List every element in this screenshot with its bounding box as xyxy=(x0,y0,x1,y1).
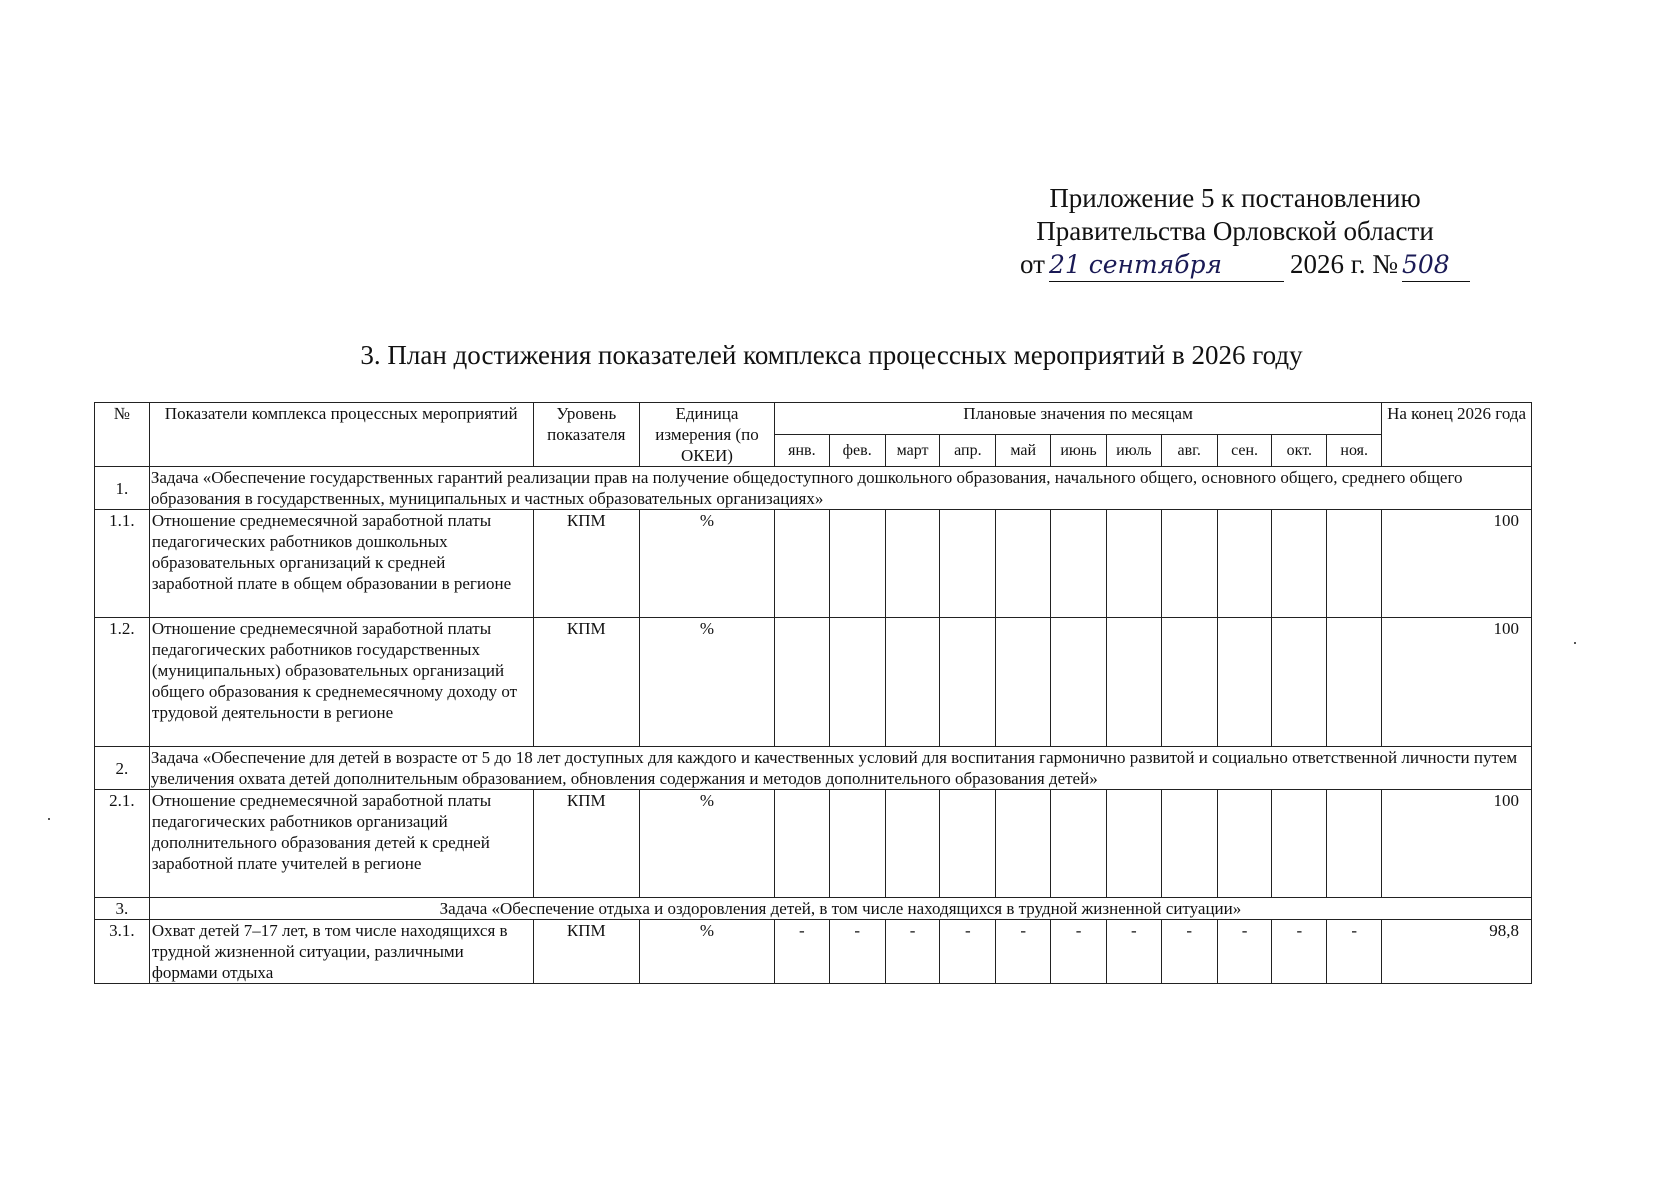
row-month-value xyxy=(774,510,829,618)
scan-speck xyxy=(48,818,50,820)
task-text: Задача «Обеспечение для детей в возрасте от 5 до 18 лет доступных для каждого и качественных условий для воспитания гармонично развитой и социально ответственной личности путем увеличения охвата детей дополнительным образованием, обновления содержания и методов дополнительного образования детей» xyxy=(149,747,1531,790)
row-month-value xyxy=(1217,618,1272,747)
header-level: Уровень показателя xyxy=(533,403,639,467)
month-jan: янв. xyxy=(774,435,829,467)
month-nov: ноя. xyxy=(1327,435,1382,467)
row-month-value xyxy=(829,618,885,747)
month-oct: окт. xyxy=(1272,435,1327,467)
row-month-value xyxy=(1051,510,1107,618)
row-unit: % xyxy=(640,618,775,747)
row-num: 3.1. xyxy=(95,920,150,984)
plan-table xyxy=(94,402,1532,984)
row-num: 1.1. xyxy=(95,510,150,618)
row-month-value xyxy=(1217,510,1272,618)
month-mar: март xyxy=(885,435,940,467)
header-end: На конец 2026 года xyxy=(1382,403,1532,467)
row-end-value: 100 xyxy=(1382,618,1532,747)
handwritten-number: 508 xyxy=(1402,248,1470,282)
row-num: 2.1. xyxy=(95,790,150,898)
document-title: 3. План достижения показателей комплекса процессных мероприятий в 2026 году xyxy=(360,340,1303,370)
task-num: 2. xyxy=(95,747,150,790)
row-month-value xyxy=(774,618,829,747)
row-month-value: - xyxy=(885,920,940,984)
row-month-value xyxy=(940,618,996,747)
row-month-value xyxy=(885,618,940,747)
table-row xyxy=(95,618,1532,747)
header-indicator: Показатели комплекса процессных мероприятий xyxy=(149,403,533,467)
month-jun: июнь xyxy=(1051,435,1107,467)
header-planned: Плановые значения по месяцам xyxy=(774,403,1381,435)
row-level: КПМ xyxy=(533,920,639,984)
date-prefix: от xyxy=(1020,249,1045,279)
header-unit: Единица измерения (по ОКЕИ) xyxy=(640,403,775,467)
month-jul: июль xyxy=(1106,435,1161,467)
month-feb: фев. xyxy=(829,435,885,467)
header-num: № xyxy=(95,403,150,467)
row-month-value xyxy=(1106,790,1161,898)
month-sep: сен. xyxy=(1217,435,1272,467)
appendix-header xyxy=(1000,182,1470,282)
row-month-value: - xyxy=(1327,920,1382,984)
row-month-value: - xyxy=(1161,920,1217,984)
row-month-value xyxy=(1327,790,1382,898)
row-month-value xyxy=(996,510,1051,618)
row-month-value: - xyxy=(774,920,829,984)
row-month-value xyxy=(1327,510,1382,618)
row-month-value xyxy=(996,618,1051,747)
row-end-value: 100 xyxy=(1382,510,1532,618)
month-aug: авг. xyxy=(1161,435,1217,467)
row-month-value xyxy=(1217,790,1272,898)
row-month-value xyxy=(1051,790,1107,898)
row-indicator: Отношение среднемесячной заработной платы педагогических работников дошкольных образовательных организаций к средней заработной плате в общем образовании в регионе xyxy=(149,510,533,618)
row-month-value xyxy=(885,510,940,618)
row-level: КПМ xyxy=(533,510,639,618)
row-indicator: Отношение среднемесячной заработной платы педагогических работников государственных (муниципальных) образовательных организаций общего образования к среднемесячному доходу от трудовой деятельности в регионе xyxy=(149,618,533,747)
task-num: 3. xyxy=(95,898,150,920)
row-month-value xyxy=(1272,510,1327,618)
row-unit: % xyxy=(640,790,775,898)
row-month-value: - xyxy=(1217,920,1272,984)
row-indicator: Отношение среднемесячной заработной платы педагогических работников организаций дополнительного образования детей к средней заработной плате учителей в регионе xyxy=(149,790,533,898)
row-level: КПМ xyxy=(533,618,639,747)
row-level: КПМ xyxy=(533,790,639,898)
row-month-value xyxy=(940,510,996,618)
row-month-value xyxy=(940,790,996,898)
row-month-value xyxy=(1272,790,1327,898)
row-num: 1.2. xyxy=(95,618,150,747)
table-row xyxy=(95,510,1532,618)
row-month-value xyxy=(829,510,885,618)
row-month-value xyxy=(1161,618,1217,747)
row-month-value xyxy=(1327,618,1382,747)
row-month-value: - xyxy=(1051,920,1107,984)
appendix-line-3 xyxy=(1000,248,1470,282)
year-label: 2026 г. № xyxy=(1289,249,1398,279)
handwritten-date: 21 сентября xyxy=(1049,248,1284,282)
row-month-value: - xyxy=(996,920,1051,984)
row-month-value xyxy=(1106,510,1161,618)
table-row xyxy=(95,920,1532,984)
row-end-value: 100 xyxy=(1382,790,1532,898)
scan-speck xyxy=(1574,642,1576,644)
row-month-value xyxy=(1051,618,1107,747)
row-month-value: - xyxy=(1106,920,1161,984)
task-text: Задача «Обеспечение государственных гарантий реализации прав на получение общедоступного дошкольного образования, начального общего, основного общего, среднего общего образования в государственных, муниципальных и частных образовательных организациях» xyxy=(149,467,1531,510)
row-month-value xyxy=(1106,618,1161,747)
row-end-value: 98,8 xyxy=(1382,920,1532,984)
row-month-value xyxy=(774,790,829,898)
row-month-value xyxy=(1272,618,1327,747)
month-may: май xyxy=(996,435,1051,467)
header-row-1 xyxy=(95,403,1532,435)
task-text: Задача «Обеспечение отдыха и оздоровления детей, в том числе находящихся в трудной жизненной ситуации» xyxy=(149,898,1531,920)
row-month-value xyxy=(885,790,940,898)
task-num: 1. xyxy=(95,467,150,510)
row-month-value xyxy=(1161,790,1217,898)
row-unit: % xyxy=(640,920,775,984)
appendix-line-1: Приложение 5 к постановлению xyxy=(1049,183,1421,213)
row-month-value xyxy=(829,790,885,898)
row-unit: % xyxy=(640,510,775,618)
row-month-value: - xyxy=(829,920,885,984)
month-apr: апр. xyxy=(940,435,996,467)
appendix-line-2: Правительства Орловской области xyxy=(1036,216,1434,246)
row-month-value xyxy=(996,790,1051,898)
row-month-value xyxy=(1161,510,1217,618)
table-row xyxy=(95,790,1532,898)
task-row-3 xyxy=(95,898,1532,920)
task-row-1 xyxy=(95,467,1532,510)
row-month-value: - xyxy=(940,920,996,984)
row-indicator: Охват детей 7–17 лет, в том числе находящихся в трудной жизненной ситуации, различными формами отдыха xyxy=(149,920,533,984)
task-row-2 xyxy=(95,747,1532,790)
row-month-value: - xyxy=(1272,920,1327,984)
